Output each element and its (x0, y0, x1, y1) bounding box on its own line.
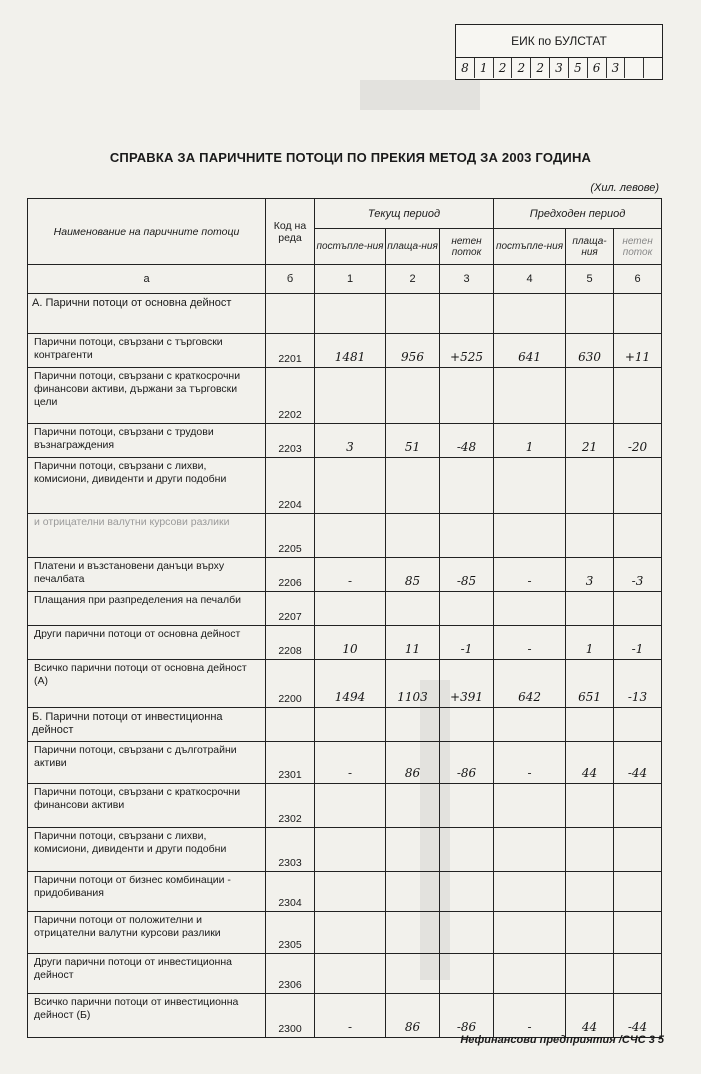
value-cell: -86 (440, 742, 494, 784)
value-cell (566, 294, 614, 334)
table-body (28, 294, 662, 1038)
value-cell (614, 954, 662, 994)
value-cell: +11 (614, 334, 662, 368)
column-index: а (28, 265, 266, 294)
value-cell (494, 912, 566, 954)
value-cell (386, 872, 440, 912)
value-cell: 1 (566, 626, 614, 660)
value-cell (386, 708, 440, 742)
column-index: 4 (494, 265, 566, 294)
row-label: Парични потоци, свързани с трудови възнаграждения (28, 424, 266, 458)
header-receipts: постъпле-ния (315, 229, 386, 265)
value-cell: -13 (614, 660, 662, 708)
value-cell: 1494 (315, 660, 386, 708)
eik-digit-cell: 3 (607, 58, 626, 78)
value-cell (440, 592, 494, 626)
value-cell (566, 592, 614, 626)
row-code: 2303 (266, 828, 315, 872)
value-cell (440, 954, 494, 994)
value-cell (386, 294, 440, 334)
header-current-period: Текущ период (315, 199, 494, 229)
value-cell: +525 (440, 334, 494, 368)
row-label: и отрицателни валутни курсови разлики (28, 514, 266, 558)
value-cell: 956 (386, 334, 440, 368)
value-cell: 10 (315, 626, 386, 660)
header-payments: плаща-ния (566, 229, 614, 265)
value-cell: 641 (494, 334, 566, 368)
value-cell (315, 954, 386, 994)
value-cell (614, 708, 662, 742)
header-net: нетен поток (440, 229, 494, 265)
eik-digit-cell: 8 (456, 58, 475, 78)
value-cell (494, 294, 566, 334)
value-cell (315, 912, 386, 954)
table-row (28, 954, 662, 994)
value-cell (494, 514, 566, 558)
value-cell: 642 (494, 660, 566, 708)
row-label: Парични потоци, свързани с лихви, комисиони, дивиденти и други подобни (28, 828, 266, 872)
section-row (28, 294, 662, 334)
value-cell (440, 912, 494, 954)
row-code: 2302 (266, 784, 315, 828)
eik-digit-cell: 1 (475, 58, 494, 78)
row-code: 2305 (266, 912, 315, 954)
value-cell: - (315, 994, 386, 1038)
page-footer: Нефинансови предприятия /СЧС 3 5 (460, 1034, 664, 1046)
value-cell: - (494, 626, 566, 660)
value-cell: -1 (440, 626, 494, 660)
value-cell: -1 (614, 626, 662, 660)
value-cell (614, 294, 662, 334)
value-cell (566, 828, 614, 872)
section-title: А. Парични потоци от основна дейност (28, 294, 266, 334)
row-label: Други парични потоци от инвестиционна дейност (28, 954, 266, 994)
row-code: 2304 (266, 872, 315, 912)
value-cell (566, 458, 614, 514)
row-code: 2207 (266, 592, 315, 626)
row-label: Парични потоци, свързани с краткосрочни финансови активи (28, 784, 266, 828)
row-code: 2306 (266, 954, 315, 994)
row-label: Плащания при разпределения на печалби (28, 592, 266, 626)
value-cell (494, 784, 566, 828)
value-cell (386, 912, 440, 954)
value-cell: -44 (614, 994, 662, 1038)
value-cell: 1103 (386, 660, 440, 708)
value-cell (440, 784, 494, 828)
value-cell: 651 (566, 660, 614, 708)
value-cell: -48 (440, 424, 494, 458)
section-row (28, 708, 662, 742)
value-cell: 3 (566, 558, 614, 592)
row-label: Парични потоци, свързани с дълготрайни активи (28, 742, 266, 784)
row-label: Парични потоци, свързани с лихви, комисиони, дивиденти и други подобни (28, 458, 266, 514)
scan-artifact (360, 80, 480, 110)
table-row (28, 660, 662, 708)
row-label: Парични потоци, свързани с краткосрочни финансови активи, държани за търговски цели (28, 368, 266, 424)
eik-digit-cell: 3 (550, 58, 569, 78)
eik-digit-cell (644, 58, 662, 78)
value-cell: -3 (614, 558, 662, 592)
value-cell: -85 (440, 558, 494, 592)
value-cell: - (494, 558, 566, 592)
header-net: нетен поток (614, 229, 662, 265)
row-code: 2205 (266, 514, 315, 558)
column-index: 5 (566, 265, 614, 294)
value-cell (566, 784, 614, 828)
column-index: 2 (386, 265, 440, 294)
value-cell (386, 592, 440, 626)
value-cell (566, 954, 614, 994)
table-row (28, 994, 662, 1038)
value-cell (614, 458, 662, 514)
value-cell (315, 872, 386, 912)
value-cell (440, 872, 494, 912)
value-cell (386, 828, 440, 872)
value-cell (440, 514, 494, 558)
row-code: 2206 (266, 558, 315, 592)
value-cell (566, 708, 614, 742)
row-label: Платени и възстановени данъци върху печалбата (28, 558, 266, 592)
value-cell (614, 784, 662, 828)
eik-digits (456, 58, 662, 78)
value-cell (386, 784, 440, 828)
eik-digit-cell (625, 58, 644, 78)
cash-flow-table (27, 198, 662, 1038)
header-name: Наименование на паричните потоци (28, 199, 266, 265)
value-cell (566, 912, 614, 954)
value-cell: 44 (566, 742, 614, 784)
header-code: Код на реда (266, 199, 315, 265)
value-cell: 44 (566, 994, 614, 1038)
value-cell (614, 514, 662, 558)
value-cell: -20 (614, 424, 662, 458)
value-cell (494, 368, 566, 424)
value-cell (614, 592, 662, 626)
table-row (28, 514, 662, 558)
row-code: 2203 (266, 424, 315, 458)
value-cell (440, 294, 494, 334)
value-cell (494, 828, 566, 872)
value-cell: 1 (494, 424, 566, 458)
header-payments: плаща-ния (386, 229, 440, 265)
value-cell (386, 954, 440, 994)
value-cell (315, 828, 386, 872)
table-row (28, 334, 662, 368)
table-row (28, 368, 662, 424)
row-code (266, 294, 315, 334)
value-cell (386, 458, 440, 514)
value-cell: - (494, 742, 566, 784)
row-label: Други парични потоци от основна дейност (28, 626, 266, 660)
value-cell (440, 458, 494, 514)
value-cell (386, 368, 440, 424)
row-code: 2208 (266, 626, 315, 660)
value-cell: 630 (566, 334, 614, 368)
value-cell (614, 872, 662, 912)
value-cell: - (494, 994, 566, 1038)
eik-label: ЕИК по БУЛСТАТ (456, 25, 662, 58)
value-cell (315, 514, 386, 558)
value-cell: 3 (315, 424, 386, 458)
value-cell (315, 592, 386, 626)
value-cell (614, 912, 662, 954)
value-cell (614, 828, 662, 872)
row-label: Всичко парични потоци от основна дейност (А) (28, 660, 266, 708)
value-cell: 1481 (315, 334, 386, 368)
value-cell (614, 368, 662, 424)
header-receipts: постъпле-ния (494, 229, 566, 265)
value-cell (440, 368, 494, 424)
value-cell (494, 708, 566, 742)
eik-digit-cell: 2 (531, 58, 550, 78)
eik-digit-cell: 2 (494, 58, 513, 78)
table-row (28, 424, 662, 458)
value-cell: 11 (386, 626, 440, 660)
table-row (28, 742, 662, 784)
row-label: Парични потоци, свързани с търговски контрагенти (28, 334, 266, 368)
row-code (266, 708, 315, 742)
row-code: 2201 (266, 334, 315, 368)
column-index: 1 (315, 265, 386, 294)
row-label: Всичко парични потоци от инвестиционна дейност (Б) (28, 994, 266, 1038)
eik-digit-cell: 5 (569, 58, 588, 78)
value-cell: +391 (440, 660, 494, 708)
value-cell (494, 954, 566, 994)
value-cell: 86 (386, 994, 440, 1038)
value-cell: - (315, 558, 386, 592)
value-cell: 85 (386, 558, 440, 592)
value-cell (315, 458, 386, 514)
value-cell (315, 368, 386, 424)
value-cell (566, 872, 614, 912)
table-row (28, 558, 662, 592)
column-index: б (266, 265, 315, 294)
column-index: 6 (614, 265, 662, 294)
page-title: СПРАВКА ЗА ПАРИЧНИТЕ ПОТОЦИ ПО ПРЕКИЯ МЕТОД ЗА 2003 ГОДИНА (109, 150, 592, 165)
value-cell: 86 (386, 742, 440, 784)
column-index: 3 (440, 265, 494, 294)
value-cell (386, 514, 440, 558)
value-cell: -44 (614, 742, 662, 784)
eik-box (455, 24, 663, 80)
value-cell (494, 592, 566, 626)
value-cell: -86 (440, 994, 494, 1038)
value-cell: - (315, 742, 386, 784)
value-cell (440, 708, 494, 742)
units-note: (Хил. левове) (590, 182, 659, 194)
table-row (28, 784, 662, 828)
value-cell (315, 708, 386, 742)
table-row (28, 872, 662, 912)
table-row (28, 912, 662, 954)
eik-digit-cell: 6 (588, 58, 607, 78)
value-cell (494, 458, 566, 514)
value-cell: 51 (386, 424, 440, 458)
value-cell (566, 368, 614, 424)
value-cell (440, 828, 494, 872)
row-code: 2202 (266, 368, 315, 424)
table-row (28, 626, 662, 660)
value-cell (315, 784, 386, 828)
eik-digit-cell: 2 (512, 58, 531, 78)
row-code: 2300 (266, 994, 315, 1038)
value-cell (566, 514, 614, 558)
row-code: 2200 (266, 660, 315, 708)
value-cell: 21 (566, 424, 614, 458)
row-code: 2204 (266, 458, 315, 514)
row-label: Парични потоци от положителни и отрицателни валутни курсови разлики (28, 912, 266, 954)
section-title: Б. Парични потоци от инвестиционна дейност (28, 708, 266, 742)
row-code: 2301 (266, 742, 315, 784)
table-row (28, 458, 662, 514)
row-label: Парични потоци от бизнес комбинации - придобивания (28, 872, 266, 912)
header-previous-period: Предходен период (494, 199, 662, 229)
value-cell (494, 872, 566, 912)
table-row (28, 828, 662, 872)
table-row (28, 592, 662, 626)
value-cell (315, 294, 386, 334)
